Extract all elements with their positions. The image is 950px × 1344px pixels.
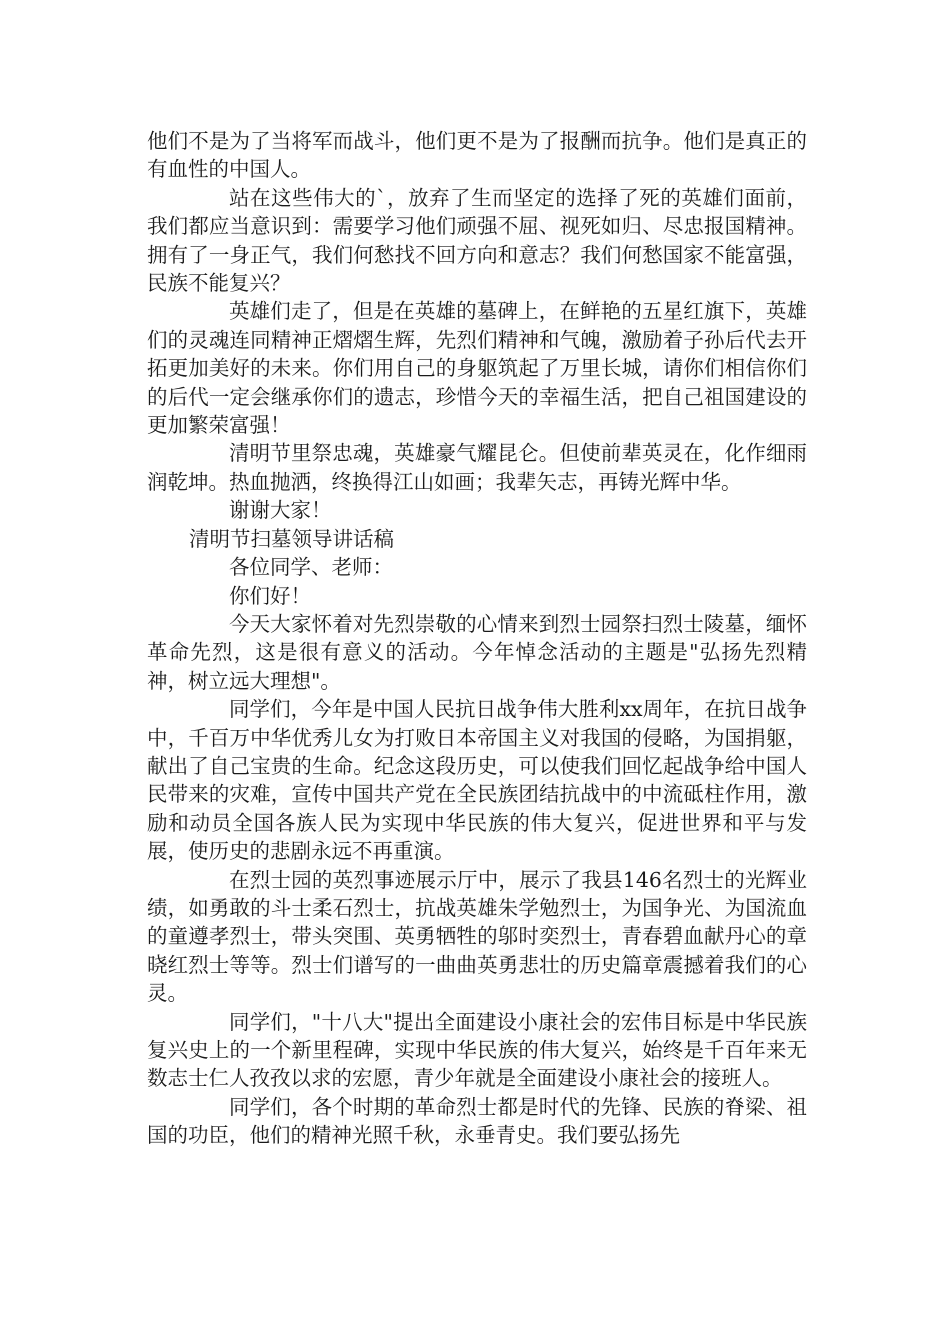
paragraph-13: 同学们，各个时期的革命烈士都是时代的先锋、民族的脊梁、祖国的功臣，他们的精神光照千秋，永垂青史。我们要弘扬先 — [147, 1094, 807, 1148]
paragraph-2: 站在这些伟大的`，放弃了生而坚定的选择了死的英雄们面前，我们都应当意识到：需要学习他们顽强不屈、视死如归、尽忠报国精神。拥有了一身正气，我们何愁找不回方向和意志？我们何愁国家不能富强，民族不能复兴？ — [147, 185, 807, 296]
section-title: 清明节扫墓领导讲话稿 — [189, 526, 394, 551]
greeting: 你们好！ — [229, 583, 311, 608]
paragraph-12: 同学们，"十八大"提出全面建设小康社会的宏伟目标是中华民族复兴史上的一个新里程碑，实现中华民族的伟大复兴，始终是千百年来无数志士仁人孜孜以求的宏愿，青少年就是全面建设小康社会的接班人。 — [147, 1009, 807, 1091]
closing-thanks: 谢谢大家！ — [229, 498, 332, 523]
salutation: 各位同学、老师： — [229, 555, 393, 580]
paragraph-11: 在烈士园的英烈事迹展示厅中，展示了我县146名烈士的光辉业绩，如勇敢的斗士柔石烈士，抗战英雄朱学勉烈士，为国争光、为国流血的童遵孝烈士，带头突围、英勇牺牲的邬时奕烈士，青春碧血献丹心的章晓红烈士等等。烈士们谱写的一曲曲英勇悲壮的历史篇章震撼着我们的心灵。 — [147, 867, 807, 1006]
paragraph-10: 同学们，今年是中国人民抗日战争伟大胜利xx周年，在抗日战争中，千百万中华优秀儿女为打败日本帝国主义对我国的侵略，为国捐躯，献出了自己宝贵的生命。纪念这段历史，可以使我们回忆起战争给中国人民带来的灾难，宣传中国共产党在全民族团结抗战中的中流砥柱作用，激励和动员全国各族人民为实现中华民族的伟大复兴，促进世界和平与发展，使历史的悲剧永远不再重演。 — [147, 697, 807, 864]
paragraph-3: 英雄们走了，但是在英雄的墓碑上，在鲜艳的五星红旗下，英雄们的灵魂连同精神正熠熠生辉，先烈们精神和气魄，激励着子孙后代去开拓更加美好的未来。你们用自己的身躯筑起了万里长城，请你们相信你们的后代一定会继承你们的遗志，珍惜今天的幸福生活，把自己祖国建设的更加繁荣富强！ — [147, 299, 807, 438]
paragraph-9: 今天大家怀着对先烈崇敬的心情来到烈士园祭扫烈士陵墓，缅怀革命先烈，这是很有意义的活动。今年悼念活动的主题是"弘扬先烈精神，树立远大理想"。 — [147, 611, 807, 693]
paragraph-4: 清明节里祭忠魂，英雄豪气耀昆仑。但使前辈英灵在，化作细雨润乾坤。热血抛洒，终换得江山如画；我辈矢志，再铸光辉中华。 — [147, 441, 807, 494]
document-page — [147, 127, 807, 1150]
paragraph-1: 他们不是为了当将军而战斗，他们更不是为了报酬而抗争。他们是真正的有血性的中国人。 — [147, 129, 807, 182]
